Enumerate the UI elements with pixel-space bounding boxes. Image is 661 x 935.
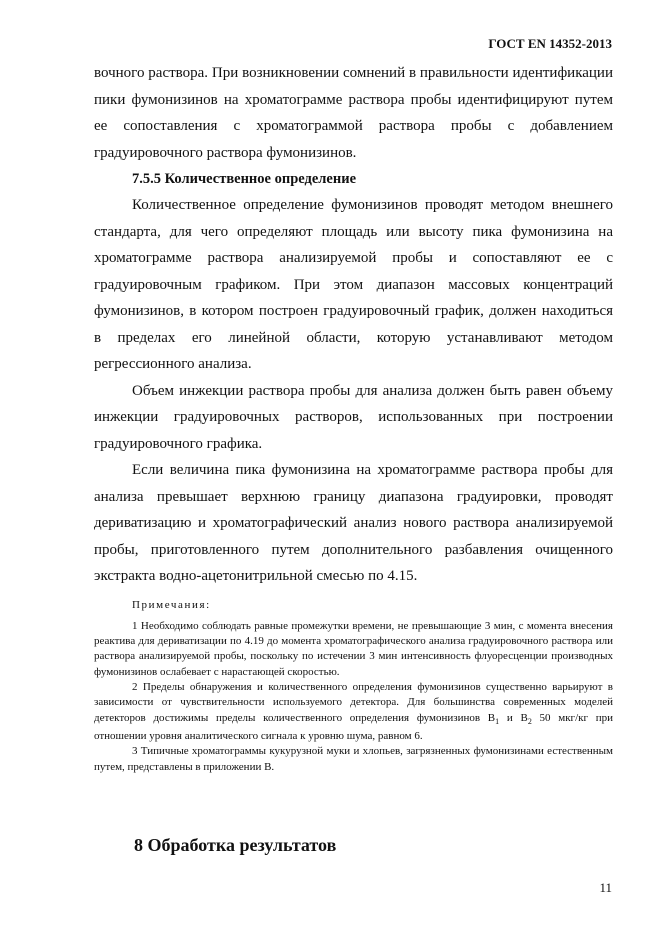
document-header: ГОСТ EN 14352-2013	[488, 36, 612, 51]
paragraph: Количественное определение фумонизинов проводят методом внешнего стандарта, для чего определяют площадь или высоту пика фумонизина на хроматограмме раствора анализируемой пробы и сопоставляют ее с градуировочным графиком. При этом диапазон массовых концентраций фумонизинов, в котором построен градуировочный график, должен находиться в пределах его линейной области, которую устанавливают методом регрессионного анализа.	[94, 197, 613, 372]
section-title: 8 Обработка результатов	[134, 835, 337, 855]
note-3: 3 Типичные хроматограммы кукурузной муки и хлопьев, загрязненных фумонизинами естественным путем, представлены в приложении В.	[94, 745, 613, 773]
note-2-text-b: и B	[499, 711, 528, 724]
subscript-2: 2	[527, 716, 532, 726]
note-2-text-c: 50 мкг/кг при отношении уровня аналитического сигнала к уровню шума, равном 6.	[94, 711, 613, 743]
intro-paragraph: вочного раствора. При возникновении сомнений в правильности идентификации пики фумонизинов на хроматограмме раствора пробы идентифицируют путем ее сопоставления с хроматограммой раствора пробы с добавлением градуировочного раствора фумонизинов.	[94, 65, 613, 161]
page-number: 11	[599, 880, 612, 895]
note-2	[94, 680, 613, 744]
note-1: 1 Необходимо соблюдать равные промежутки времени, не превышающие 3 мин, с момента внесения реактива для дериватизации по 4.19 до момента хроматографического анализа градуировочного раствора или раствора анализируемой пробы, поскольку по истечении 3 мин интенсивность флуоресценции производных фумонизинов ослабевает с нарастающей скоростью.	[94, 619, 613, 678]
subscript-1: 1	[495, 716, 500, 726]
notes-block	[94, 598, 613, 775]
note-2-text-a: 2 Пределы обнаружения и количественного определения фумонизинов существенно варьируют в зависимости от чувствительности используемого детектора. Для большинства современных моделей детекторов достижимы пределы количественного определения фумонизинов B	[94, 680, 613, 724]
paragraph: Если величина пика фумонизина на хроматограмме раствора пробы для анализа превышает верхнюю границу диапазона градуировки, проводят дериватизацию и хроматографический анализ нового раствора анализируемой пробы, приготовленного путем дополнительного разбавления очищенного экстракта водно-ацетонитрильной смесью по 4.15.	[94, 462, 613, 584]
body-text	[94, 60, 613, 775]
subsection-title: 7.5.5 Количественное определение	[132, 171, 356, 187]
notes-title: Примечания:	[132, 598, 211, 611]
paragraph: Объем инжекции раствора пробы для анализа должен быть равен объему инжекции градуировочных растворов, использованных при построении градуировочного графика.	[94, 382, 613, 452]
